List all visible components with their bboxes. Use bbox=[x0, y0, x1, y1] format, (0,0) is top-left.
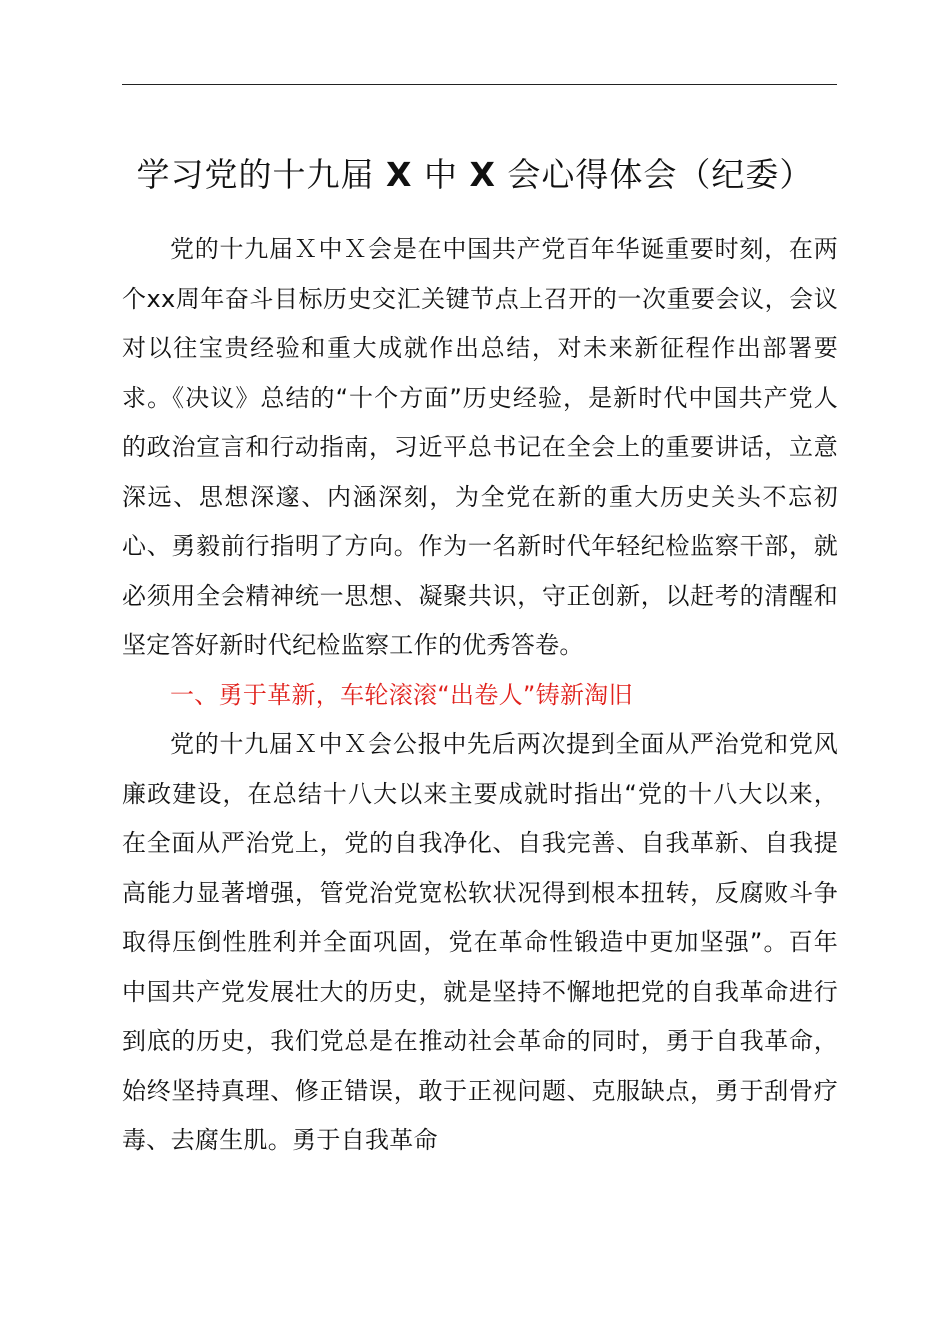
title-middle: 中 bbox=[412, 155, 470, 194]
title-x-first: X bbox=[386, 155, 413, 194]
title-suffix: 会心得体会（纪委） bbox=[495, 155, 814, 194]
header-rule bbox=[122, 84, 837, 85]
section-paragraph: 党的十九届Ｘ中Ｘ会公报中先后两次提到全面从严治党和党风廉政建设，在总结十八大以来主要成就时指出“党的十八大以来，在全面从严治党上，党的自我净化、自我完善、自我革新、自我提高能力显著增强，管党治党宽松软状况得到根本扭转，反腐败斗争取得压倒性胜利并全面巩固，党在革命性锻造中更加坚强”。百年中国共产党发展壮大的历史，就是坚持不懈地把党的自我革命进行到底的历史，我们党总是在推动社会革命的同时，勇于自我革命，始终坚持真理、修正错误，敢于正视问题、克服缺点，勇于刮骨疗毒、去腐生肌。勇于自我革命 bbox=[122, 730, 838, 1154]
section-heading: 一、勇于革新，车轮滚滚“出卷人”铸新淘旧 bbox=[170, 680, 633, 709]
intro-paragraph: 党的十九届Ｘ中Ｘ会是在中国共产党百年华诞重要时刻，在两个xx周年奋斗目标历史交汇关键节点上召开的一次重要会议，会议对以往宝贵经验和重大成就作出总结，对未来新征程作出部署要求。《决议》总结的“十个方面”历史经验，是新时代中国共产党人的政治宣言和行动指南，习近平总书记在全会上的重要讲话，立意深远、思想深邃、内涵深刻，为全党在新的重大历史关头不忘初心、勇毅前行指明了方向。作为一名新时代年轻纪检监察干部，就必须用全会精神统一思想、凝聚共识，守正创新，以赶考的清醒和坚定答好新时代纪检监察工作的优秀答卷。 bbox=[122, 235, 838, 659]
title-prefix: 学习党的十九届 bbox=[136, 155, 387, 194]
document-title bbox=[0, 150, 950, 200]
document-body bbox=[122, 225, 838, 1166]
title-x-second: X bbox=[469, 155, 496, 194]
